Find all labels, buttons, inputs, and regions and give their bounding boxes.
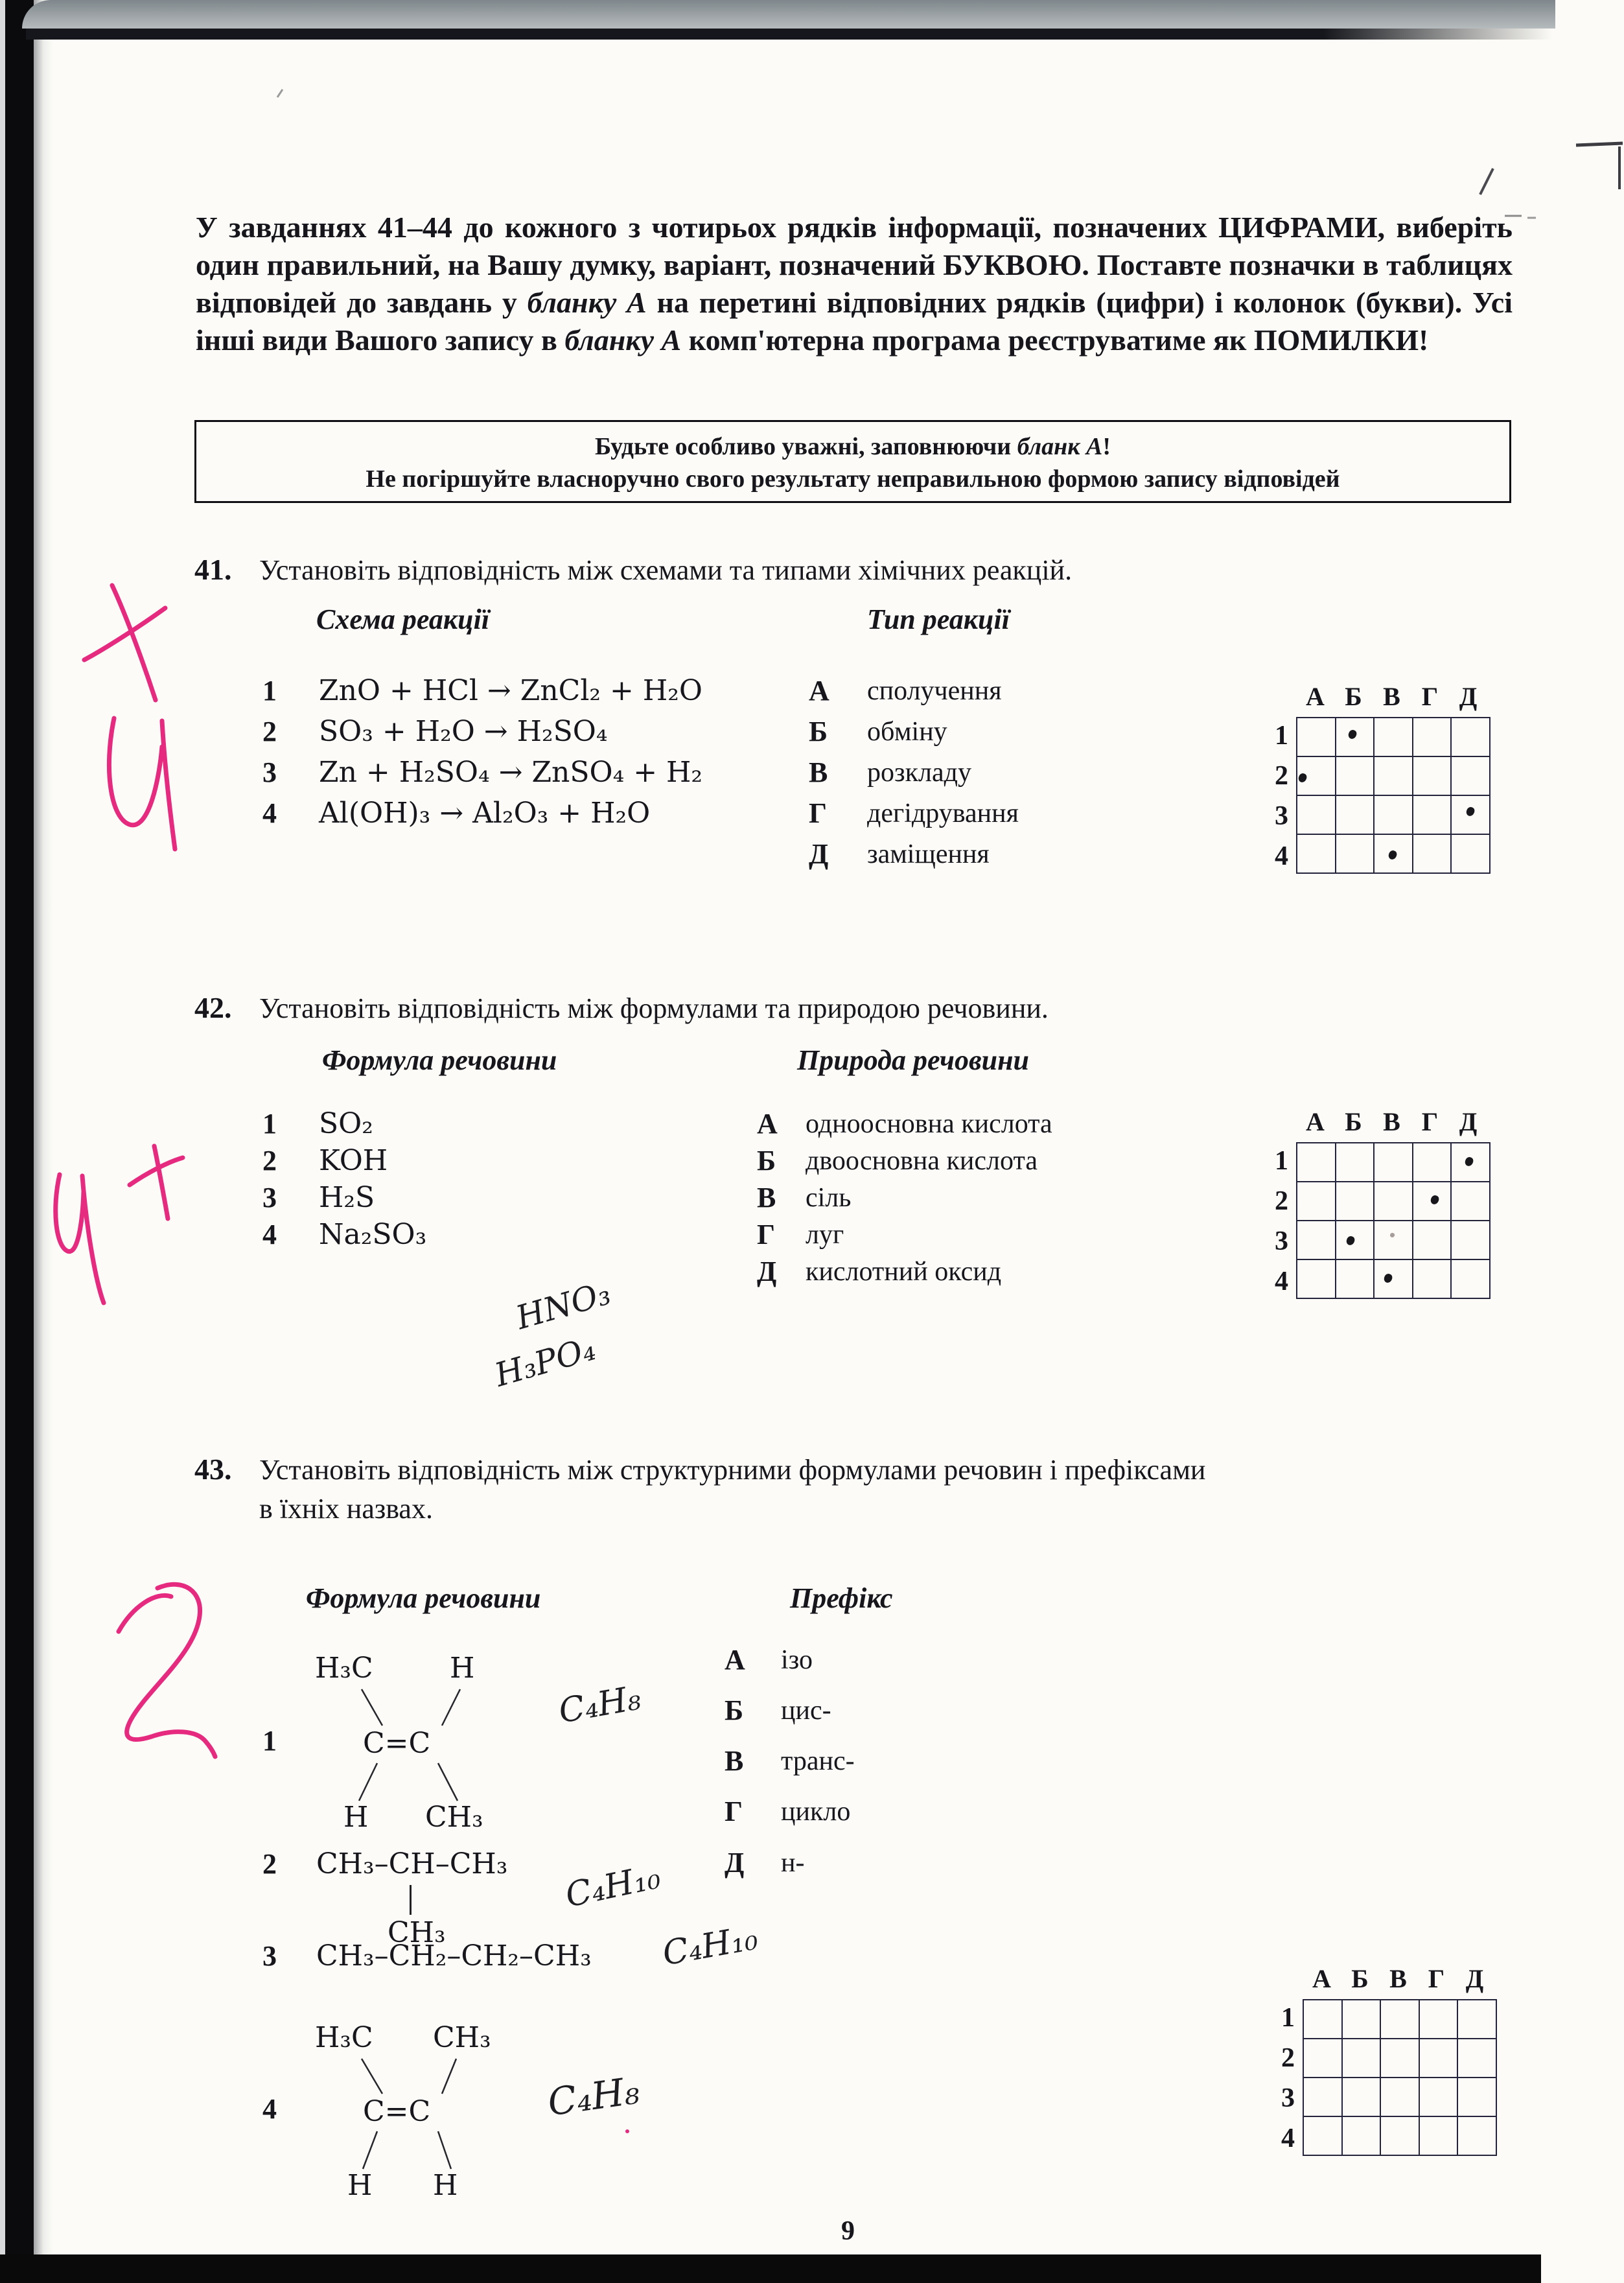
- q42-statement: Установіть відповідність між формулами та природою речовини.: [259, 992, 1049, 1024]
- q42-grid-table: [1296, 1142, 1491, 1299]
- q43-option-label: транс-: [781, 1746, 855, 1776]
- intro-blank-a-italic: бланку А: [564, 323, 682, 357]
- grid-col-header: В: [1383, 1107, 1400, 1136]
- handwritten-plus-mark: [154, 1146, 168, 1219]
- q42-option-letter: Г: [757, 1219, 775, 1250]
- q42-item-formula: Na₂SO₃: [319, 1218, 427, 1251]
- handwritten-2-mark: [119, 1595, 171, 1632]
- grid-col-header: Б: [1351, 1964, 1369, 1993]
- grid-row-number: 1: [1281, 2003, 1295, 2033]
- q41-answer-grid: [1275, 681, 1491, 874]
- instructions-paragraph: [196, 209, 1513, 359]
- handwritten-x-mark: [84, 608, 165, 660]
- q41-item-num: 1: [262, 675, 277, 707]
- chain-formula: CH₃–CH–CH₃: [316, 1847, 508, 1880]
- handwritten-plus-mark: [130, 1158, 183, 1185]
- q41-item-formula: ZnO + HCl → ZnCl₂ + H₂O: [319, 674, 702, 707]
- q41-option-letter: Б: [809, 716, 828, 747]
- q42-item-formula: H₂S: [319, 1181, 375, 1214]
- handwritten-2-mark: [127, 1584, 215, 1757]
- q42-answer-grid: [1275, 1106, 1491, 1299]
- grid-col-header: А: [1306, 1107, 1325, 1136]
- substituent: H₃C: [315, 2021, 373, 2054]
- scan-edge-left-sliver: [0, 0, 5, 2283]
- q41-statement: Установіть відповідність між схемами та типами хімічних реакцій.: [259, 554, 1073, 586]
- handwritten-ch-mark: [82, 1176, 104, 1303]
- q43-right-column-header: Префікс: [790, 1582, 893, 1614]
- grid-row-number: 4: [1275, 841, 1288, 871]
- page-number: 9: [841, 2216, 855, 2246]
- q41-option-label: розкладу: [867, 758, 971, 788]
- q43-left-column-header: Формула речовини: [306, 1582, 541, 1614]
- substituent: H: [433, 2169, 458, 2202]
- q43-item-num: 2: [262, 1848, 277, 1880]
- q43-grid-row-numbers: [1266, 1999, 1295, 2160]
- q43-item-num: 4: [262, 2093, 277, 2125]
- branch-group: CH₃: [388, 1916, 446, 1949]
- q42-option-label: сіль: [806, 1183, 852, 1213]
- grid-row-number: 3: [1275, 1226, 1288, 1256]
- q42-item-num: 1: [262, 1108, 277, 1140]
- double-bond-carbons: C=C: [363, 1727, 431, 1760]
- warning-line-2: Не погіршуйте власноручно свого результату неправильною формою запису відповідей: [365, 465, 1340, 493]
- handwritten-ch-mark: [109, 718, 162, 825]
- q41-option-letter: Г: [809, 797, 827, 829]
- substituent: CH₃: [433, 2021, 491, 2054]
- substituent: CH₃: [425, 1801, 483, 1834]
- q42-option-label: луг: [806, 1220, 844, 1250]
- grid-col-header: Г: [1428, 1964, 1445, 1993]
- grid-col-header: Г: [1421, 1107, 1439, 1136]
- handwritten-c4h8: C₄H₈: [544, 2068, 642, 2125]
- q42-option-label: одноосновна кислота: [806, 1109, 1052, 1139]
- scan-edge-bottom: [0, 2254, 1541, 2283]
- warning-line1-text: Будьте особливо уважні, заповнюючи: [594, 433, 1017, 460]
- q41-right-column-header: Тип реакції: [867, 603, 1010, 635]
- scan-speck-dash: [277, 89, 283, 97]
- scan-specks: [277, 89, 1623, 218]
- q43-statement-line2: в їхніх назвах.: [259, 1493, 433, 1525]
- q43-option-letter: А: [725, 1644, 745, 1676]
- q43-option-letter: Б: [725, 1694, 744, 1726]
- q43-grid-table: [1303, 1999, 1497, 2156]
- intro-text: комп'ютерна програма реєструватиме як ПОМИЛКИ!: [681, 323, 1429, 357]
- handwritten-ch-mark: [162, 721, 175, 849]
- double-bond-carbons: C=C: [363, 2095, 431, 2128]
- q43-answer-grid: [1281, 1963, 1497, 2156]
- q42-number: 42.: [194, 991, 232, 1024]
- handwritten-c4h8: C₄H₈: [555, 1678, 644, 1731]
- q41-item-formula: SO₃ + H₂O → H₂SO₄: [319, 715, 608, 748]
- handwritten-c4h10: C₄H₁₀: [562, 1857, 664, 1915]
- q42-item-formula: SO₂: [319, 1107, 373, 1140]
- q42-item-num: 4: [262, 1219, 277, 1250]
- scan-edge-left-fade: [34, 0, 53, 2283]
- q42-option-letter: В: [757, 1182, 776, 1213]
- grid-row-number: 4: [1281, 2124, 1295, 2153]
- q42-option-label: кислотний оксид: [806, 1257, 1002, 1287]
- handwritten-hno3: HNO₃: [511, 1274, 615, 1337]
- pink-speck: [625, 2129, 629, 2133]
- q41-option-label: обміну: [867, 717, 947, 747]
- q43-item-num: 1: [262, 1725, 277, 1757]
- grid-col-header: А: [1306, 682, 1325, 711]
- substituent: H₃C: [315, 1652, 373, 1685]
- q43-option-letter: В: [725, 1745, 744, 1777]
- scan-edge-top-line: [26, 29, 1553, 40]
- q41-number: 41.: [194, 553, 232, 586]
- q42-option-letter: Б: [757, 1145, 776, 1177]
- scan-speck-slash: [1480, 169, 1493, 194]
- q41-grid-row-numbers: [1260, 717, 1288, 878]
- q41-item-num: 2: [262, 716, 277, 747]
- q41-item-formula: Al(OH)₃ → Al₂O₃ + H₂O: [319, 797, 651, 830]
- grid-row-number: 2: [1275, 1186, 1288, 1216]
- substituent: H: [347, 2169, 373, 2202]
- warning-box: [194, 420, 1511, 503]
- structural-formula-1: [310, 1652, 530, 1833]
- scan-speck-line: [1576, 143, 1623, 145]
- q41-item-num: 3: [262, 756, 277, 788]
- intro-text: У завданнях 41–44 до кожного з чотирьох рядків інформації, позначених ЦИФРАМИ, виберіть один правильний, на Вашу думку, варіант, позначений БУКВОЮ. Поставте позначки в таблицях відповідей до завдань у: [196, 211, 1513, 319]
- grid-col-header: В: [1383, 682, 1400, 711]
- q41-option-label: дегідрування: [867, 799, 1019, 828]
- q42-item-num: 3: [262, 1182, 277, 1213]
- q42-item-formula: KOH: [319, 1144, 388, 1177]
- q43-number: 43.: [194, 1453, 232, 1486]
- q43-option-label: цис-: [781, 1696, 831, 1726]
- warning-line-1: [196, 432, 1509, 461]
- branch-bond-line: [410, 1885, 412, 1915]
- grid-col-header: В: [1389, 1964, 1407, 1993]
- substituent: H: [343, 1801, 369, 1834]
- grid-col-header: А: [1312, 1964, 1331, 1993]
- q43-statement-line1: Установіть відповідність між структурними формулами речовин і префіксами: [259, 1454, 1206, 1486]
- q43-option-letter: Г: [725, 1796, 743, 1827]
- grid-col-header: Д: [1459, 1107, 1478, 1136]
- q43-item-num: 3: [262, 1940, 277, 1972]
- grid-col-header: Б: [1345, 1107, 1362, 1136]
- grid-row-number: 3: [1275, 801, 1288, 831]
- grid-col-header: Б: [1345, 682, 1362, 711]
- q42-option-letter: А: [757, 1108, 778, 1140]
- q43-grid-column-headers: [1303, 1963, 1497, 1999]
- handwritten-ch-mark: [56, 1175, 84, 1252]
- grid-row-number: 3: [1281, 2083, 1295, 2113]
- q43-option-label: ізо: [781, 1645, 813, 1675]
- scan-edge-left: [5, 0, 34, 2283]
- grid-row-number: 4: [1275, 1267, 1288, 1296]
- intro-text: на перетині відповідних рядків (цифри) і колонок (букви). Усі інші види Вашого запису в: [196, 286, 1513, 357]
- q42-grid-column-headers: [1296, 1106, 1491, 1142]
- warning-line1-excl: !: [1102, 433, 1111, 460]
- grid-row-number: 2: [1275, 761, 1288, 791]
- grid-col-header: Г: [1421, 682, 1439, 711]
- q41-left-column-header: Схема реакції: [316, 603, 490, 635]
- q41-option-letter: А: [809, 675, 829, 707]
- q42-option-label: двоосновна кислота: [806, 1146, 1038, 1176]
- q41-option-label: заміщення: [867, 839, 990, 869]
- q42-grid-row-numbers: [1260, 1142, 1288, 1303]
- q42-option-letter: Д: [757, 1256, 777, 1287]
- grid-col-header: Д: [1459, 682, 1478, 711]
- grid-row-number: 1: [1275, 721, 1288, 751]
- handwritten-x-mark: [112, 585, 156, 700]
- q41-option-letter: Д: [809, 838, 829, 870]
- q43-option-label: цикло: [781, 1797, 851, 1827]
- substituent: H: [450, 1652, 475, 1685]
- scan-edge-top-band: [22, 0, 1555, 29]
- chain-formula: CH₃–CH₂–CH₂–CH₃: [316, 1939, 592, 1973]
- q42-right-column-header: Природа речовини: [797, 1044, 1030, 1076]
- q41-item-formula: Zn + H₂SO₄ → ZnSO₄ + H₂: [319, 756, 703, 789]
- structural-formula-4: [310, 2021, 530, 2203]
- handwritten-c4h10: C₄H₁₀: [659, 1918, 761, 1974]
- handwritten-h3po4: H₃PO₄: [491, 1329, 600, 1394]
- grid-row-number: 2: [1281, 2043, 1295, 2073]
- grid-row-number: 1: [1275, 1146, 1288, 1176]
- q42-left-column-header: Формула речовини: [322, 1044, 557, 1076]
- q41-item-num: 4: [262, 797, 277, 829]
- q41-grid-column-headers: [1296, 681, 1491, 717]
- q41-option-letter: В: [809, 756, 828, 788]
- grid-col-header: Д: [1465, 1964, 1484, 1993]
- q41-option-label: сполучення: [867, 676, 1002, 706]
- q43-option-label: н-: [781, 1848, 805, 1878]
- q43-option-letter: Д: [725, 1847, 745, 1879]
- q42-item-num: 2: [262, 1145, 277, 1177]
- warning-blank-a-italic: бланк А: [1017, 433, 1103, 460]
- intro-blank-a-italic: бланку А: [527, 286, 647, 319]
